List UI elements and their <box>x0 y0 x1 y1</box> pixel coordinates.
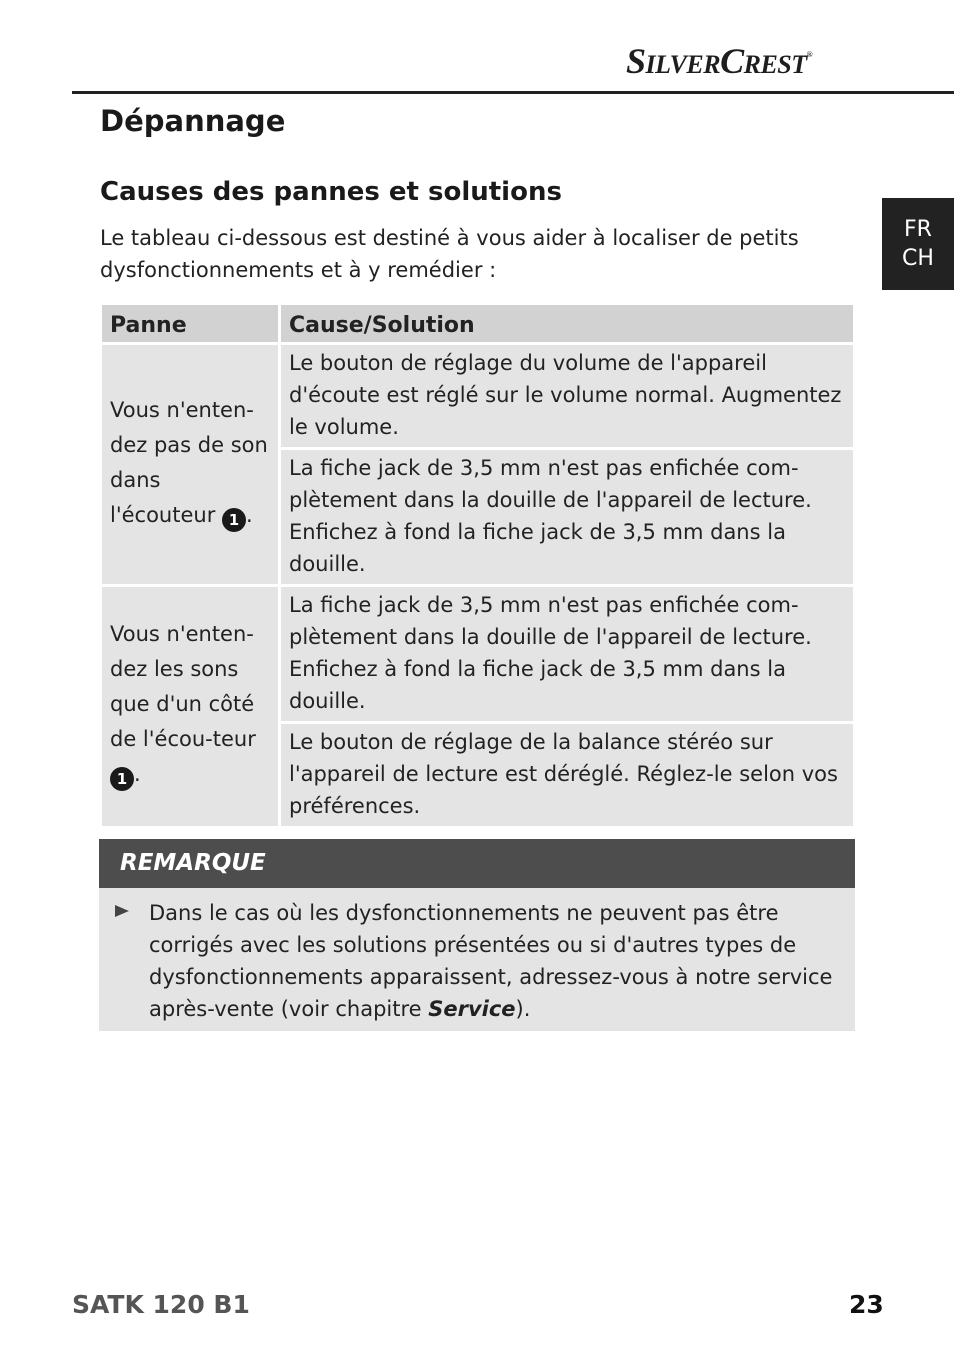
cause-cell: Le bouton de réglage de la balance stéréo sur l'appareil de lecture est déréglé. Réglez-le selon vos préférences. <box>281 724 853 826</box>
earphone-marker-icon: 1 <box>222 508 246 532</box>
table-row <box>102 345 853 447</box>
brand-logo: SILVERCREST® <box>626 41 813 81</box>
earphone-marker-icon: 1 <box>110 767 134 791</box>
note-box <box>99 888 855 1031</box>
panne-cell: Vous n'enten-dez pas de son dans l'écouteur 1 . <box>102 345 278 584</box>
language-tab-line2: CH <box>902 246 934 271</box>
table-row <box>102 587 853 721</box>
section-title: Causes des pannes et solutions <box>100 177 562 207</box>
column-header-panne: Panne <box>102 305 278 342</box>
page-number: 23 <box>849 1290 884 1319</box>
cause-cell: La fiche jack de 3,5 mm n'est pas enfichée com-plètement dans la douille de l'appareil de lecture. Enfichez à fond la fiche jack de 3,5 mm dans la douille. <box>281 450 853 584</box>
table-header-row <box>102 305 853 342</box>
language-tab <box>882 198 954 290</box>
note-heading: REMARQUE <box>99 839 855 888</box>
arrow-right-icon <box>115 905 129 917</box>
note-text: Dans le cas où les dysfonctionnements ne peuvent pas être corrigés avec les solutions présentées ou si d'autres types de dysfonctionnements apparaissent, adressez-vous à notre service après-vente (voir chapitre Service). <box>149 901 833 1021</box>
cause-cell: Le bouton de réglage du volume de l'appareil d'écoute est réglé sur le volume normal. Augmentez le volume. <box>281 345 853 447</box>
page-title: Dépannage <box>100 104 286 138</box>
cause-cell: La fiche jack de 3,5 mm n'est pas enfichée com-plètement dans la douille de l'appareil de lecture. Enfichez à fond la fiche jack de 3,5 mm dans la douille. <box>281 587 853 721</box>
service-chapter-reference: Service <box>428 997 516 1021</box>
panne-cell: Vous n'enten-dez les sons que d'un côté de l'écou-teur 1 . <box>102 587 278 826</box>
troubleshooting-table <box>99 302 856 829</box>
footer-model: SATK 120 B1 <box>72 1290 250 1319</box>
language-tab-line1: FR <box>904 217 932 242</box>
column-header-cause: Cause/Solution <box>281 305 853 342</box>
intro-text: Le tableau ci-dessous est destiné à vous aider à localiser de petits dysfonctionnements et à y remédier : <box>100 226 799 282</box>
header-rule <box>72 91 954 94</box>
